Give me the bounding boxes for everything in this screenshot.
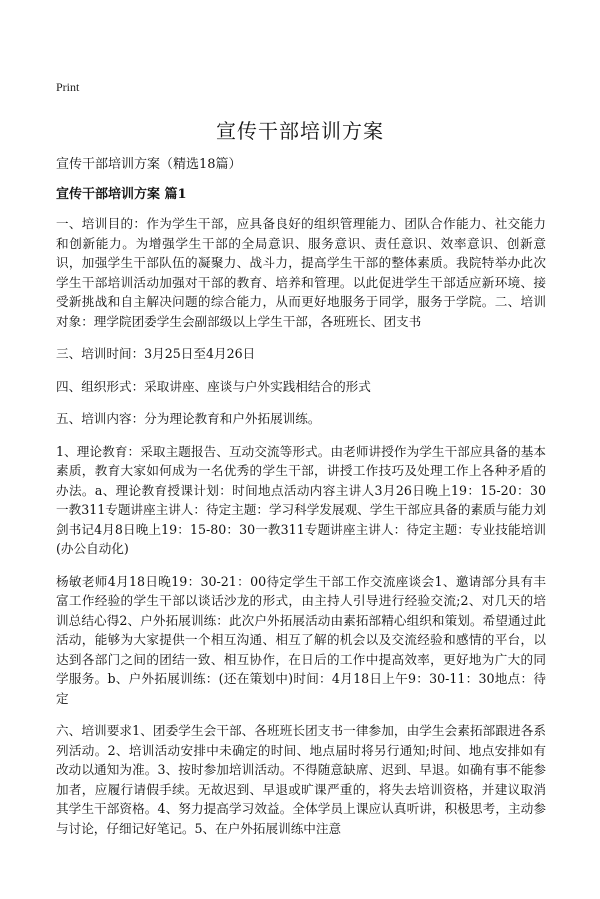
document-body bbox=[56, 214, 546, 851]
document-subtitle: 宣传干部培训方案（精选18篇） bbox=[56, 157, 242, 172]
paragraph-outdoor: 杨敏老师4月18日晚19：30-21：00待定学生干部工作交流座谈会1、邀请部分具有丰富工作经验的学生干部以谈话沙龙的形式，由主持人引导进行经验交流;2、对几天的培训总结心得2、户外拓展训练：此次户外拓展活动由素拓部精心组织和策划。希望通过此活动，能够为大家提供一个相互沟通、相互了解的机会以及交流经验和感情的平台，以达到各部门之间的团结一致、相互协作，在日后的工作中提高效率，更好地为广大的同学服务。b、户外拓展训练：(还在策划中)时间：4月18日上午9：30-11：30地点：待定 bbox=[56, 573, 546, 706]
paragraph-requirements: 六、培训要求1、团委学生会干部、各班班长团支书一律参加，由学生会素拓部跟进各系列活动。2、培训活动安排中未确定的时间、地点届时将另行通知;时间、地点安排如有改动以通知为准。3、按时参加培训活动。不得随意缺席、迟到、早退。如确有事不能参加者，应履行请假手续。无故迟到、早退或旷课严重的，将失去培训资格，并建议取消其学生干部资格。4、努力提高学习效益。全体学员上课应认真听讲，积极思考，主动参与讨论，仔细记好笔记。5、在户外拓展训练中注意 bbox=[56, 723, 546, 836]
paragraph-content: 五、培训内容：分为理论教育和户外拓展训练。 bbox=[56, 411, 321, 426]
print-label: Print bbox=[56, 80, 80, 94]
page-title: 宣传干部培训方案 bbox=[216, 119, 384, 143]
paragraph-objectives: 一、培训目的：作为学生干部，应具备良好的组织管理能力、团队合作能力、社交能力和创新能力。为增强学生干部的全局意识、服务意识、责任意识、效率意识、创新意识，加强学生干部队伍的凝聚力、战斗力，提高学生干部的整体素质。我院特举办此次学生干部培训活动加强对干部的教育、培养和管理。以此促进学生干部适应新环境、接受新挑战和自主解决问题的综合能力，从而更好地服务于同学，服务于学院。二、培训对象：理学院团委学生会副部级以上学生干部，各班班长、团支书 bbox=[56, 216, 546, 329]
paragraph-format: 四、组织形式：采取讲座、座谈与户外实践相结合的形式 bbox=[56, 378, 371, 394]
paragraph-time: 三、培训时间：3月25日至4月26日 bbox=[56, 346, 256, 361]
paragraph-theory: 1、理论教育：采取主题报告、互动交流等形式。由老师讲授作为学生干部应具备的基本素质，教育大家如何成为一名优秀的学生干部，讲授工作技巧及处理工作上各种矛盾的办法。a、理论教育授课计划：时间地点活动内容主讲人3月26日晚上19：15-20：30一教311专题讲座主讲人：待定主题：学习科学发展观、学生干部应具备的素质与能力刘剑书记4月8日晚上19：15-80：30一教311专题讲座主讲人：待定主题：专业技能培训(办公自动化) bbox=[56, 443, 547, 556]
section-heading: 宣传干部培训方案 篇1 bbox=[56, 187, 187, 202]
